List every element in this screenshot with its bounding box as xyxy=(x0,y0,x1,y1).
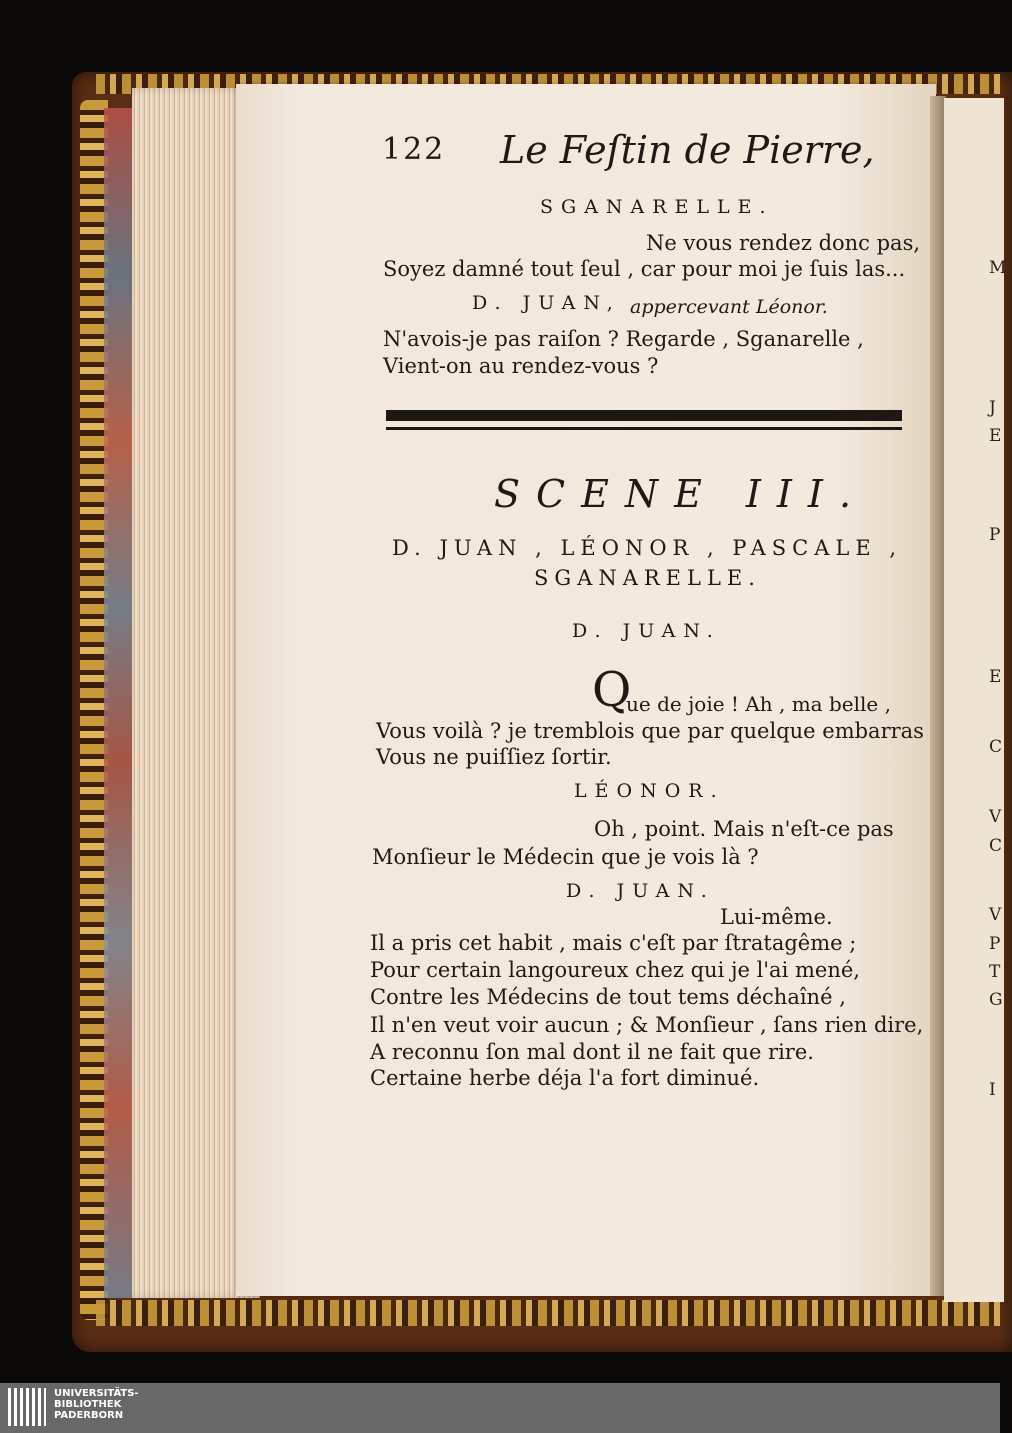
speaker-name: D. JUAN, xyxy=(472,292,621,314)
facing-letter: E xyxy=(989,667,1002,687)
verse-line: Ne vous rendez donc pas, xyxy=(646,231,921,255)
section-divider xyxy=(386,410,902,421)
speaker-name: LÉONOR. xyxy=(574,780,725,802)
section-divider-thin xyxy=(386,427,902,430)
facing-letter: V xyxy=(989,807,1002,827)
verse-line: Soyez damné tout ſeul , car pour moi je ſuis las... xyxy=(383,257,906,281)
facing-letter: M xyxy=(989,258,1007,278)
facing-letter: I xyxy=(989,1080,996,1100)
characters-list: SGANARELLE. xyxy=(534,566,761,590)
verse-line: Il n'en veut voir aucun ; & Monſieur , ſans rien dire, xyxy=(370,1013,924,1037)
speaker-name: D. JUAN. xyxy=(566,880,715,902)
library-footer xyxy=(0,1383,1000,1433)
characters-list: D. JUAN , LÉONOR , PASCALE , xyxy=(392,536,903,560)
verse-line: A reconnu ſon mal dont il ne fait que rire. xyxy=(370,1040,814,1064)
library-logo-text: PADERBORN xyxy=(54,1410,124,1421)
verse-line: Lui-même. xyxy=(720,905,833,929)
gilt-bottom-edge xyxy=(96,1300,1000,1326)
running-title: Le Feſtin de Pierre, xyxy=(500,128,875,172)
speaker-name: D. JUAN. xyxy=(572,620,721,642)
verse-line: Oh , point. Mais n'eſt-ce pas xyxy=(594,817,894,841)
marbled-endpaper xyxy=(104,108,134,1298)
facing-letter: C xyxy=(989,836,1003,856)
verse-line: Monſieur le Médecin que je vois là ? xyxy=(372,845,759,869)
verse-line: Vous ne puiſſiez ſortir. xyxy=(376,745,612,769)
facing-letter: P xyxy=(989,525,1001,545)
drop-cap: Q xyxy=(592,662,632,718)
verse-line: Il a pris cet habit , mais c'eſt par ſtratagême ; xyxy=(370,931,857,955)
scene-title: SCENE III. xyxy=(494,472,868,516)
verse-line: Vient-on au rendez-vous ? xyxy=(383,354,659,378)
page-number: 122 xyxy=(382,132,446,167)
library-logo-text: BIBLIOTHEK xyxy=(54,1399,122,1410)
facing-letter: V xyxy=(989,905,1002,925)
verse-line: Certaine herbe déja l'a fort diminué. xyxy=(370,1066,760,1090)
verse-line: Pour certain langoureux chez qui je l'ai mené, xyxy=(370,958,860,982)
verse-line: N'avois-je pas raiſon ? Regarde , Sganarelle , xyxy=(383,327,864,351)
stage-direction: appercevant Léonor. xyxy=(630,296,828,318)
verse-line: ue de joie ! Ah , ma belle , xyxy=(626,692,891,716)
library-logo-icon xyxy=(8,1388,46,1426)
facing-letter: P xyxy=(989,934,1001,954)
library-logo-text: UNIVERSITÄTS- xyxy=(54,1388,139,1399)
facing-letter: E xyxy=(989,426,1002,446)
facing-letter: T xyxy=(989,962,1001,982)
right-page xyxy=(944,98,1007,1302)
facing-letter: G xyxy=(989,990,1003,1010)
verse-line: Contre les Médecins de tout tems déchaîné , xyxy=(370,985,846,1009)
facing-letter: C xyxy=(989,737,1003,757)
facing-letter: J xyxy=(989,398,996,418)
verse-line: Vous voilà ? je tremblois que par quelque embarras xyxy=(376,719,924,743)
speaker-name: SGANARELLE. xyxy=(540,196,774,218)
